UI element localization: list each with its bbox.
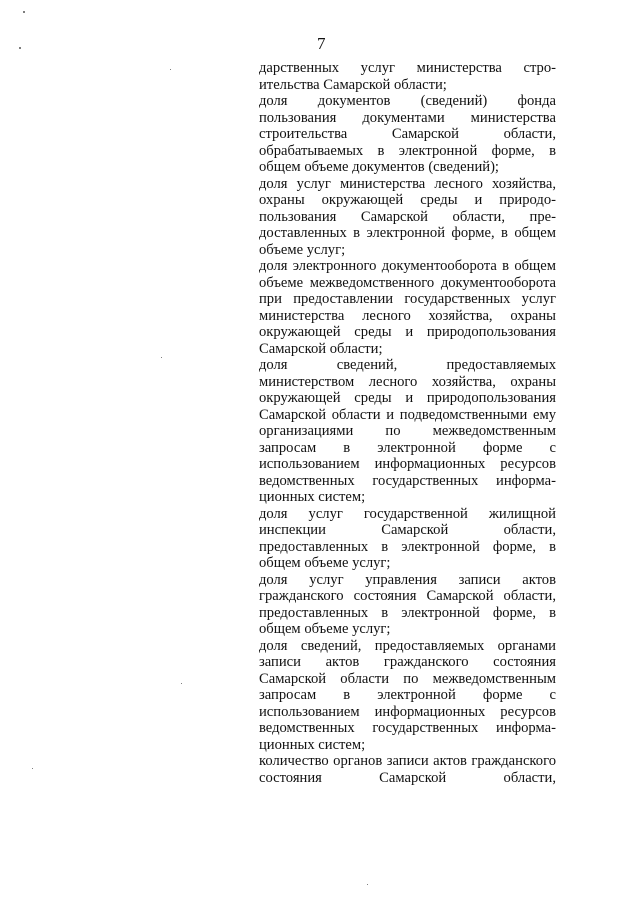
scan-speck	[181, 683, 182, 684]
scan-speck	[32, 768, 33, 769]
paragraph: доля услуг министерства лесного хозяйства, охраны окружающей среды и природопользования Самарской области, предоставленных в электронной форме, в общем объеме услуг;	[259, 175, 556, 258]
paragraph: дарственных услуг министерства строительства Самарской области;	[259, 60, 556, 93]
scan-speck	[23, 11, 25, 13]
scan-speck	[170, 69, 171, 70]
scan-speck	[19, 47, 21, 49]
document-body	[259, 60, 556, 786]
paragraph: доля услуг государственной жилищной инспекции Самарской области, предоставленных в электронной форме, в общем объеме услуг;	[259, 505, 556, 571]
paragraph: доля услуг управления записи актов гражданского состояния Самарской области, предоставленных в электронной форме, в общем объеме услуг;	[259, 571, 556, 637]
scan-speck	[367, 884, 368, 885]
paragraph: доля сведений, предоставляемых органами записи актов гражданского состояния Самарской области по межведомственным запросам в электронной форме с использованием информационных ресурсов ведомственных государственных информационных систем;	[259, 637, 556, 753]
paragraph: доля документов (сведений) фонда пользования документами министерства строительства Самарской области, обрабатываемых в электронной форме, в общем объеме документов (сведений);	[259, 93, 556, 175]
paragraph: доля электронного документооборота в общем объеме межведомственного документооборота при предоставлении государственных услуг министерства лесного хозяйства, охраны окружающей среды и природопользования Самарской области;	[259, 258, 556, 357]
scan-speck	[161, 357, 162, 358]
page-number: 7	[317, 34, 326, 53]
paragraph: количество органов записи актов гражданского состояния Самарской области,	[259, 753, 556, 786]
paragraph: доля сведений, предоставляемых министерством лесного хозяйства, охраны окружающей среды и природопользования Самарской области и подведомственными ему организациями по межведомственным запросам в электронной форме с использованием информационных ресурсов ведомственных государственных информационных систем;	[259, 357, 556, 505]
